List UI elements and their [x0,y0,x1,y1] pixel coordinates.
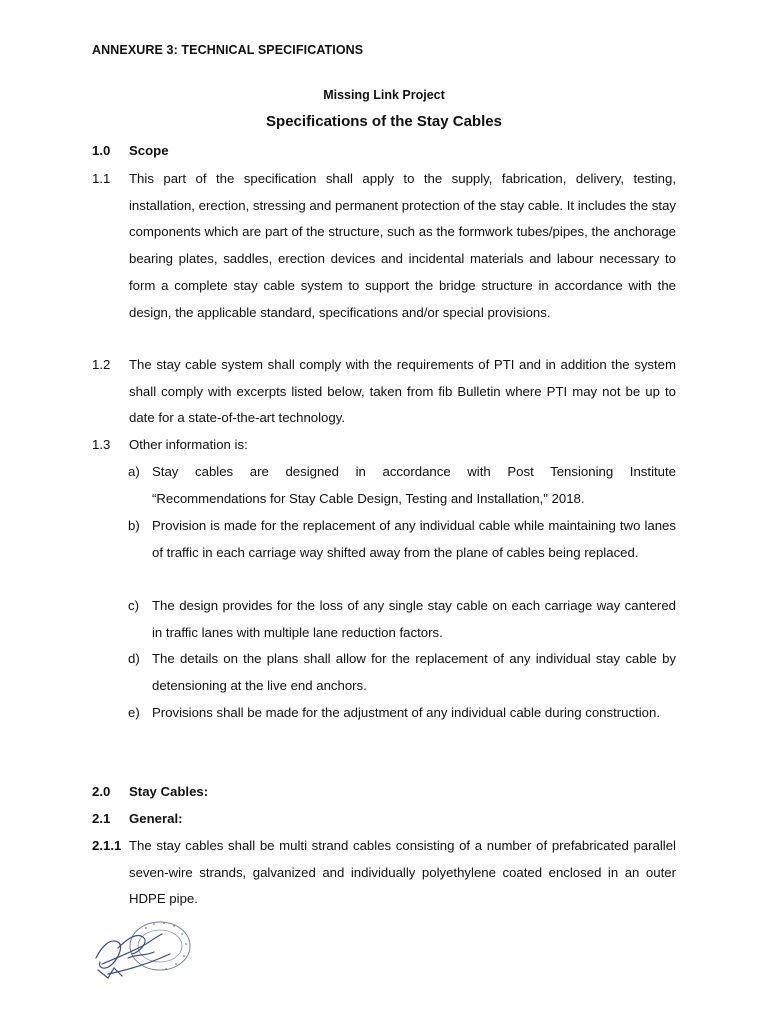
list-item-text: Stay cables are designed in accordance with Post Tensioning Institute “Recommendations for Stay Cable Design, Testing and Installation," 2018. [152,464,676,506]
list-item-text: Provisions shall be made for the adjustment of any individual cable during construction. [152,705,661,720]
section-paragraph: The stay cables shall be multi strand cables consisting of a number of prefabricated parallel seven-wire strands, galvanized and individually polyethylene coated enclosed in an outer HDPE pipe. [129,838,676,907]
section-heading: General: [129,811,183,826]
section-number: 1.2 [92,357,111,372]
signature-stamp-icon [88,908,200,992]
list-item [128,700,676,727]
section-number: 1.0 [92,143,111,158]
list-item-letter: b) [128,518,140,533]
section-heading: Stay Cables: [129,784,209,799]
section-number: 2.1.1 [92,838,122,853]
list-item-letter: a) [128,464,140,479]
section-1-3 [92,432,676,459]
section-paragraph: The stay cable system shall comply with the requirements of PTI and in addition the system shall comply with excerpts listed below, taken from fib Bulletin where PTI may not be up to date for a state-of-the-art technology. [129,357,676,426]
section-paragraph: This part of the specification shall apply to the supply, fabrication, delivery, testing, installation, erection, stressing and permanent protection of the stay cable. It includes the stay components which are part of the structure, such as the formwork tubes/pipes, the anchorage bearing plates, saddles, erection devices and incidental materials and labour necessary to form a complete stay cable system to support the bridge structure in accordance with the design, the applicable standard, specifications and/or special provisions. [129,171,676,320]
list-item-letter: c) [128,598,139,613]
section-1-1 [92,166,676,326]
annexure-header: ANNEXURE 3: TECHNICAL SPECIFICATIONS [92,43,364,57]
section-number: 2.0 [92,784,111,799]
section-2-0 [92,779,676,806]
section-1-2 [92,352,676,432]
list-item [128,593,676,646]
section-2-1-1 [92,833,676,913]
list-item-text: Provision is made for the replacement of any individual cable while maintaining two lanes of traffic in each carriage way shifted away from the plane of cables being replaced. [152,518,676,560]
section-number: 1.1 [92,171,111,186]
list-item [128,459,676,512]
list-item-letter: e) [128,705,140,720]
list-item [128,513,676,566]
project-name: Missing Link Project [323,88,445,102]
section-number: 2.1 [92,811,111,826]
list-item [128,646,676,699]
section-number: 1.3 [92,437,111,452]
page-title: Specifications of the Stay Cables [266,113,502,130]
section-paragraph: Other information is: [129,437,248,452]
list-item-letter: d) [128,651,140,666]
section-2-1 [92,806,676,833]
list-item-text: The design provides for the loss of any single stay cable on each carriage way cantered in traffic lanes with multiple lane reduction factors. [152,598,676,640]
section-heading: Scope [129,143,169,158]
section-1-0 [92,138,676,165]
list-item-text: The details on the plans shall allow for the replacement of any individual stay cable by detensioning at the live end anchors. [152,651,676,693]
